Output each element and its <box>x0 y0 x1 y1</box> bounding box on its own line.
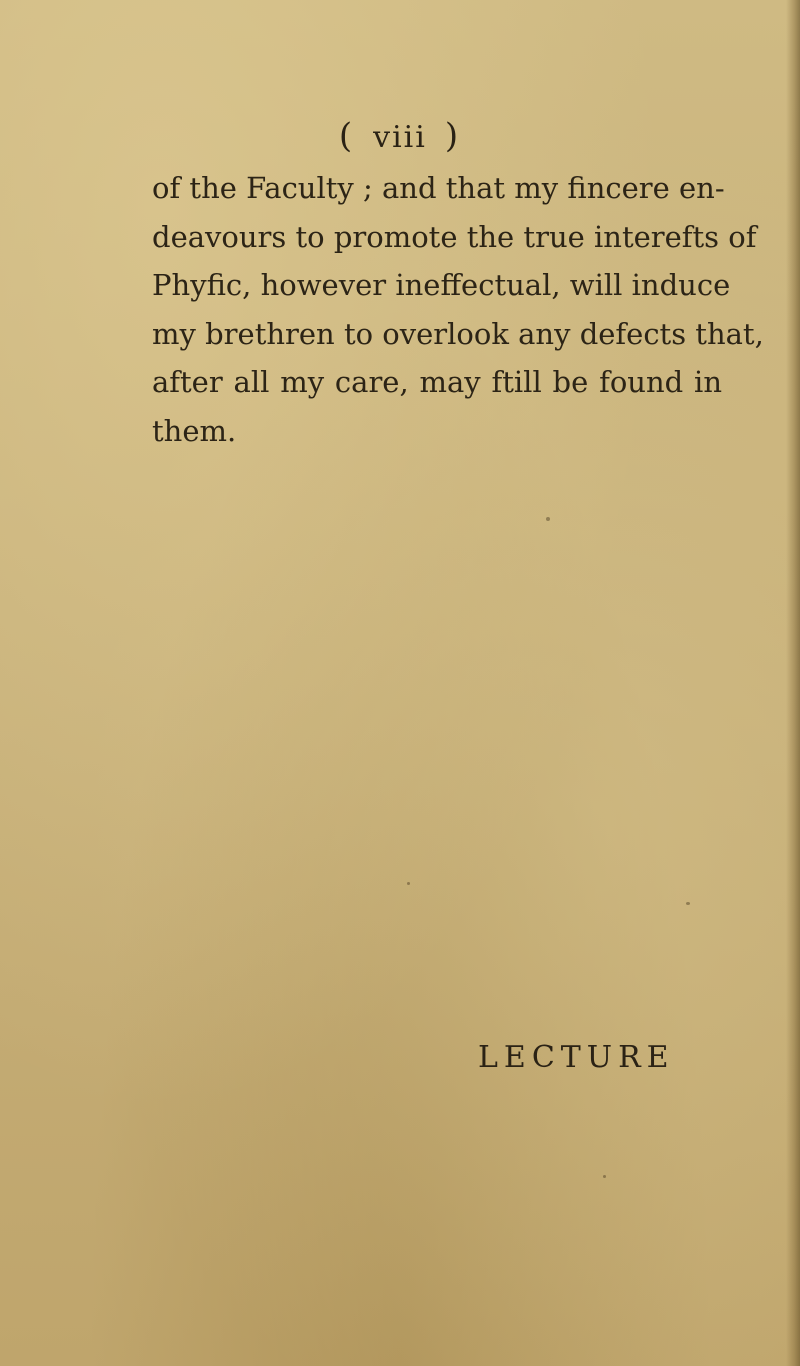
header-left-bracket: ( <box>338 116 356 156</box>
paper-speck <box>603 1175 606 1178</box>
header-right-bracket: ) <box>444 116 462 156</box>
text-line: my brethren to overlook any defects that, <box>152 316 764 351</box>
text-line: Phyfic, however ineffectual, will induce <box>152 268 731 302</box>
body-paragraph <box>152 164 764 455</box>
text-line: after all my care, may ftill be found in <box>152 365 722 399</box>
text-line: of the Faculty ; and that my fincere en- <box>152 171 725 205</box>
page-header <box>0 116 800 156</box>
paper-speck <box>407 882 410 885</box>
paper-speck <box>546 517 550 521</box>
page-number: viii <box>373 120 427 155</box>
paper-speck <box>686 902 690 905</box>
text-line: deavours to promote the true interefts of <box>152 219 757 254</box>
page-edge-shadow <box>786 0 800 1366</box>
text-line: them. <box>152 413 237 448</box>
catchword: LECTURE <box>478 1040 675 1075</box>
